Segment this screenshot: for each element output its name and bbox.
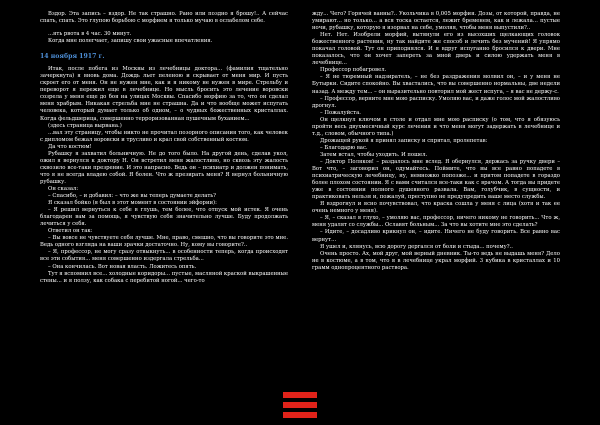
body-paragraph: жду... Чего? Горячей ванны?.. Укольчика в 0,005 морфия. Дозы, от которой, правда, не умирают... но только... а вся тоска остается, лежит бременем, как и лежала... пустые ночи, рубашку, которую я изорвал на себе, умоляя, чтобы меня выпустили?.. [312, 11, 560, 32]
body-paragraph: Он щелкнул ключом в столе и отдал мне мою расписку (о том, что я обязуюсь пройти весь двухмесячный курс лечения и что меня могут задержать в лечебнице и т.д., словом, обычного типа.) [312, 116, 560, 137]
body-paragraph: – Я не тюремный надзиратель, – не без раздражения молвил он, – и у меня не Бутырки. Сидите спокойно. Вы хвастались, что вы совершенно нормальны, две недели назад. А между тем... – он выразительно повторил мой жест испуга, – я вас не держу-с. [312, 74, 560, 95]
body-paragraph: – Я решил вернуться к себе в глушь, тем более, что отпуск мой истек. Я очень благодарен вам за помощь, я чувствую себя значительно лучше. Буду продолжать лечиться у себя. [40, 207, 288, 228]
logo-bar [283, 402, 317, 408]
logo-bar [283, 412, 317, 418]
body-paragraph: (здесь страница вырвана.) [48, 122, 122, 129]
body-paragraph: ...вал эту страницу, чтобы никто не прочитал позорного описания того, как человек с дипломом бежал воровски и трусливо и крал свой собственный костюм. [40, 129, 288, 143]
left-page-column [40, 11, 288, 285]
body-paragraph: – Вы вовсе не чувствуете себя лучше. Мне, право, смешно, что вы говорите это мне. Ведь одного взгляда на ваши зрачки достаточно. Ну, кому вы говорите?.. [40, 235, 288, 249]
body-paragraph: Тут я вспомнил все... холодные коридоры... пустые, масляной краской выкрашенные стены... и я ползу, как собака с перебитой ногой... чего-то [40, 270, 288, 284]
body-paragraph: – Она кончилась. Вот новая власть. Ложитесь опять. [48, 263, 197, 270]
body-paragraph: – Благодарю вас. [320, 144, 368, 151]
body-paragraph: Я вздрогнул и ясно почувствовал, что краска сошла у меня с лица (хотя и так ее очень немного у меня). [312, 201, 560, 215]
body-paragraph: Я ушел и, клянусь, всю дорогу дергался от боли и стыда... почему?.. [320, 243, 513, 250]
body-paragraph: – Доктор Поляков! – раздалось мне вслед. Я обернулся, держась за ручку двери – Вот что, – заговорил он, одумайтесь. Поймите, что вы все равно попадете в психиатрическую лечебницу, ну, немножко попозже... и притом попадете в гораздо более плохом состоянии. Я с вами считался все-таки как с врачом. А тогда вы придете уже в состоянии полного душевного развала. Вам, голубчик, в сущности, и практиковать нельзя и, пожалуй, преступно не предупредить ваше место службы. [312, 158, 560, 201]
body-paragraph: Итак, после побега из Москвы из лечебницы доктора... (фамилия тщательно зачеркнута) я вновь дома. Дождь льет пеленою и скрывает от меня мир. И пусть скроет его от меня. Он не нужен мне, как и я никому не нужен в мире. Стрельбу и переворот я пережил еще в лечебнице. Но мысль бросить это лечение воровски созрела у меня еще до боя на улицах Москвы. Спасибо морфию за то, что он сделал меня храбрым. Никакая стрельба мне не страшна. Да и что вообще может испугать человека, который думает только об одном, – о чудных божественных кристаллах. Когда фельдшерица, совершенно терроризованная пушечным буханием... [40, 66, 288, 122]
body-paragraph: Ответил он так: [48, 228, 93, 235]
body-paragraph: Он сказал: [48, 185, 79, 192]
body-paragraph: Да что костюм! [48, 143, 92, 150]
body-paragraph: Я сказал бойко (я был в этот момент в состоянии эйфории): [48, 200, 217, 207]
body-paragraph: ...ять рвота в 4 час. 30 минут. [48, 31, 132, 38]
publisher-logo-icon [283, 392, 317, 420]
body-paragraph: Нет. Нет. Изобрели морфий, вытянули его из высохших щелкающих головок божественного растения, ну так найдите же способ и лечить без мучений! Я упрямо покачал головой. Тут он приподнялся. И я вдруг испуганно бросился к двери. Мне показалось, что он хочет запереть за мной дверь и силою удержать меня в лечебнице... [312, 32, 560, 67]
body-paragraph: Профессор побагровел. [320, 67, 387, 74]
body-paragraph: Вздор. Эта запись – вздор. Не так страшно. Рано или поздно я брошу!.. А сейчас спать, спать. Это глупою борьбою с морфием я только мучаю в ослабелом себе. [40, 11, 288, 25]
body-paragraph: Очень просто. Ах, мой друг, мой верный дневник. Ты-то ведь не выдашь меня? Дело не в костюме, а в том, что я в лечебнице украл морфий. 3 кубика в кристаллах и 10 грамм однопроцентного раствора. [312, 250, 560, 271]
body-paragraph: – Идите, – досадливо крикнул он, – идите. Ничего не буду говорить. Все равно вас вернут... [312, 229, 560, 243]
body-paragraph: Затем встал, чтобы уходить. И пошел. [320, 151, 428, 158]
body-paragraph: Дрожащей рукой я принял записку и спрятал, пролепетав: [320, 137, 488, 144]
body-paragraph: Рубашку я захватил больничную. Не до того было. На другой день, сделав укол, ожил я вернулся к доктору Н. Он встретил меня жалостливо, но сквозь эту жалость сквозило все-таки презрение. И это напрасно. Ведь он – психиатр и должен понимать, что я не всегда владею собой. Я болен. Что ж презирать меня? Я вернул больничную рубашку. [40, 150, 288, 185]
body-paragraph: – Я, профессор, не могу сразу отвыкнуть... в особенности теперь, когда происходят все эти события... меня совершенно издергала стрельба... [40, 249, 288, 263]
logo-bar [283, 392, 317, 398]
body-paragraph: – Спасибо, – и добавил: – что же вы теперь думаете делать? [48, 193, 217, 200]
body-paragraph: – Я, – сказал я глухо, – умоляю вас, профессор, ничего никому не говорить... Что ж, меня удалят со службы... Ославят больным... За что вы хотите мне это сделать? [312, 215, 560, 229]
right-page-column [312, 11, 560, 272]
body-paragraph: – Профессор, верните мне мою расписку. Умоляю вас, и даже голос мой жалостливо дрогнул. [312, 95, 560, 109]
date-heading: 14 ноября 1917 г. [40, 53, 105, 61]
body-paragraph: Когда мне полегчает, запишу свои ужасные впечатления. [48, 38, 213, 45]
body-paragraph: – Пожалуйста. [320, 109, 361, 116]
